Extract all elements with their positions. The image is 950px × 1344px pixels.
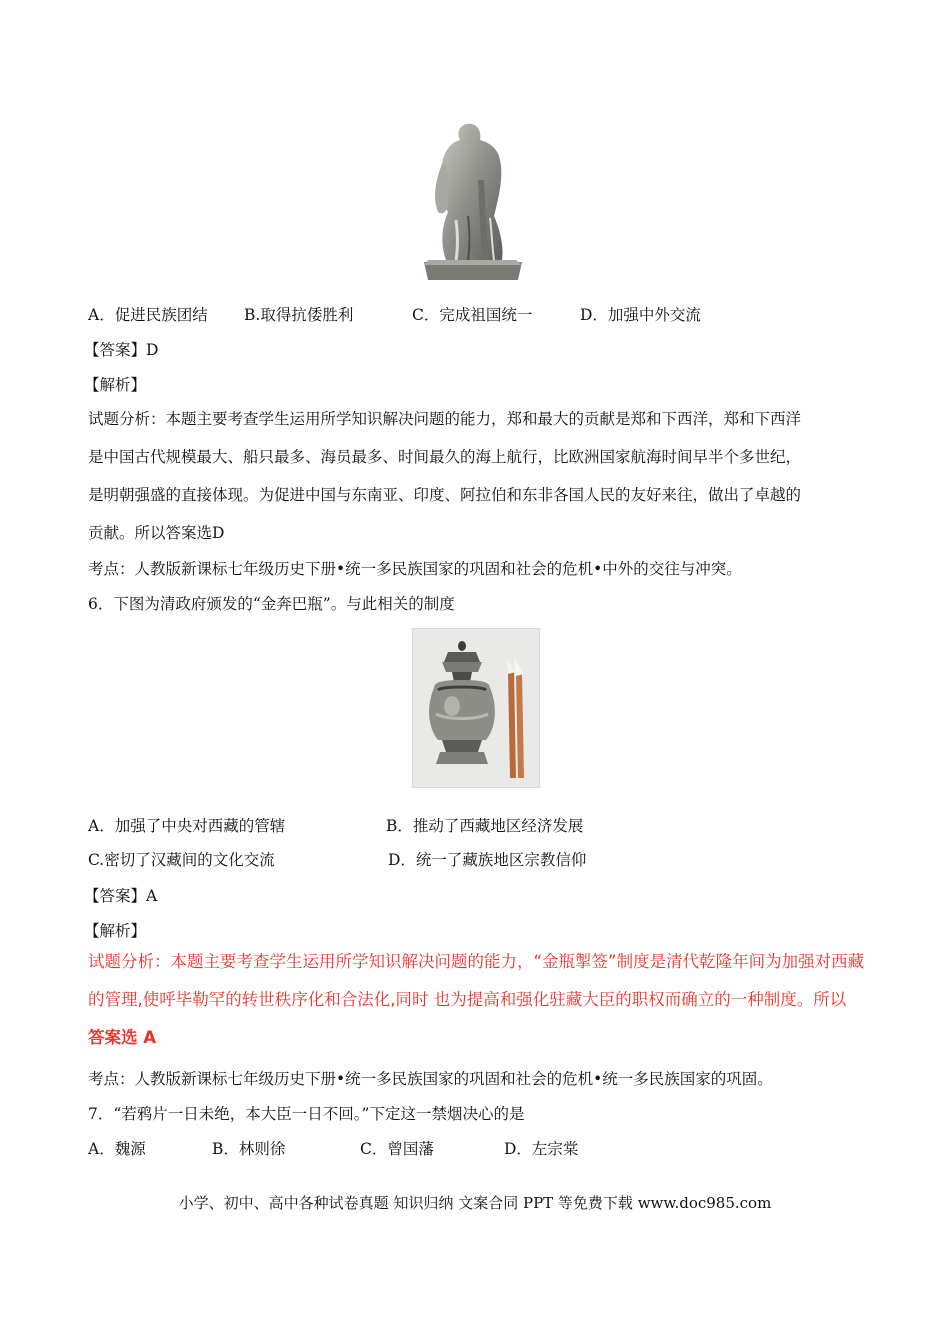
q6-option-b: B．推动了西藏地区经济发展 [386,817,584,835]
q5-answer: 【答案】D [84,341,159,359]
statue-image [418,120,526,285]
q7-question: 7．“若鸦片一日未绝，本大臣一日不回。”下定这一禁烟决心的是 [88,1105,525,1123]
page-footer: 小学、初中、高中各种试卷真题 知识归纳 文案合同 PPT 等免费下载 www.doc985.com [178,1194,772,1212]
q5-kaodian: 考点：人教版新课标七年级历史下册•统一多民族国家的巩固和社会的危机•中外的交往与冲突。 [88,560,742,578]
q7-option-b: B．林则徐 [212,1140,286,1158]
q5-analysis-line: 是明朝强盛的直接体现。为促进中国与东南亚、印度、阿拉伯和东非各国人民的友好来往，做出了卓越的 [88,486,802,504]
q5-analysis-line: 是中国古代规模最大、船只最多、海员最多、时间最久的海上航行，比欧洲国家航海时间早半个多世纪， [88,448,802,466]
q7-option-a: A．魏源 [88,1140,146,1158]
q6-analysis-line: 的管理,使呼毕勒罕的转世秩序化和合法化,同时 也为提高和强化驻藏大臣的职权而确立的一种制度。所以 [88,990,847,1009]
q5-option-d: D．加强中外交流 [580,306,701,324]
q5-option-b: B.取得抗倭胜利 [244,306,354,324]
q6-analysis-heading: 【解析】 [84,922,147,940]
q6-option-d: D．统一了藏族地区宗教信仰 [388,851,587,869]
q6-answer: 【答案】A [84,887,158,905]
q6-analysis-line: 试题分析：本题主要考查学生运用所学知识解决问题的能力，“金瓶掣签”制度是清代乾隆年间为加强对西藏 [88,952,865,971]
q7-option-c: C．曾国藩 [360,1140,434,1158]
q5-analysis-line: 贡献。所以答案选D [88,524,225,542]
golden-urn-image [412,628,540,788]
q6-question: 6．下图为清政府颁发的“金奔巴瓶”。与此相关的制度 [88,595,455,613]
q6-option-a: A．加强了中央对西藏的管辖 [88,817,286,835]
q6-option-c: C.密切了汉藏间的文化交流 [88,851,275,869]
q5-option-a: A．促进民族团结 [88,306,208,324]
q5-analysis-line: 试题分析：本题主要考查学生运用所学知识解决问题的能力，郑和最大的贡献是郑和下西洋，郑和下西洋 [88,410,802,428]
q7-option-d: D．左宗棠 [504,1140,579,1158]
q6-kaodian: 考点：人教版新课标七年级历史下册•统一多民族国家的巩固和社会的危机•统一多民族国家的巩固。 [88,1070,773,1088]
q6-analysis-line: 答案选 A [88,1028,157,1047]
q5-analysis-heading: 【解析】 [84,376,147,394]
q5-option-c: C．完成祖国统一 [412,306,533,324]
